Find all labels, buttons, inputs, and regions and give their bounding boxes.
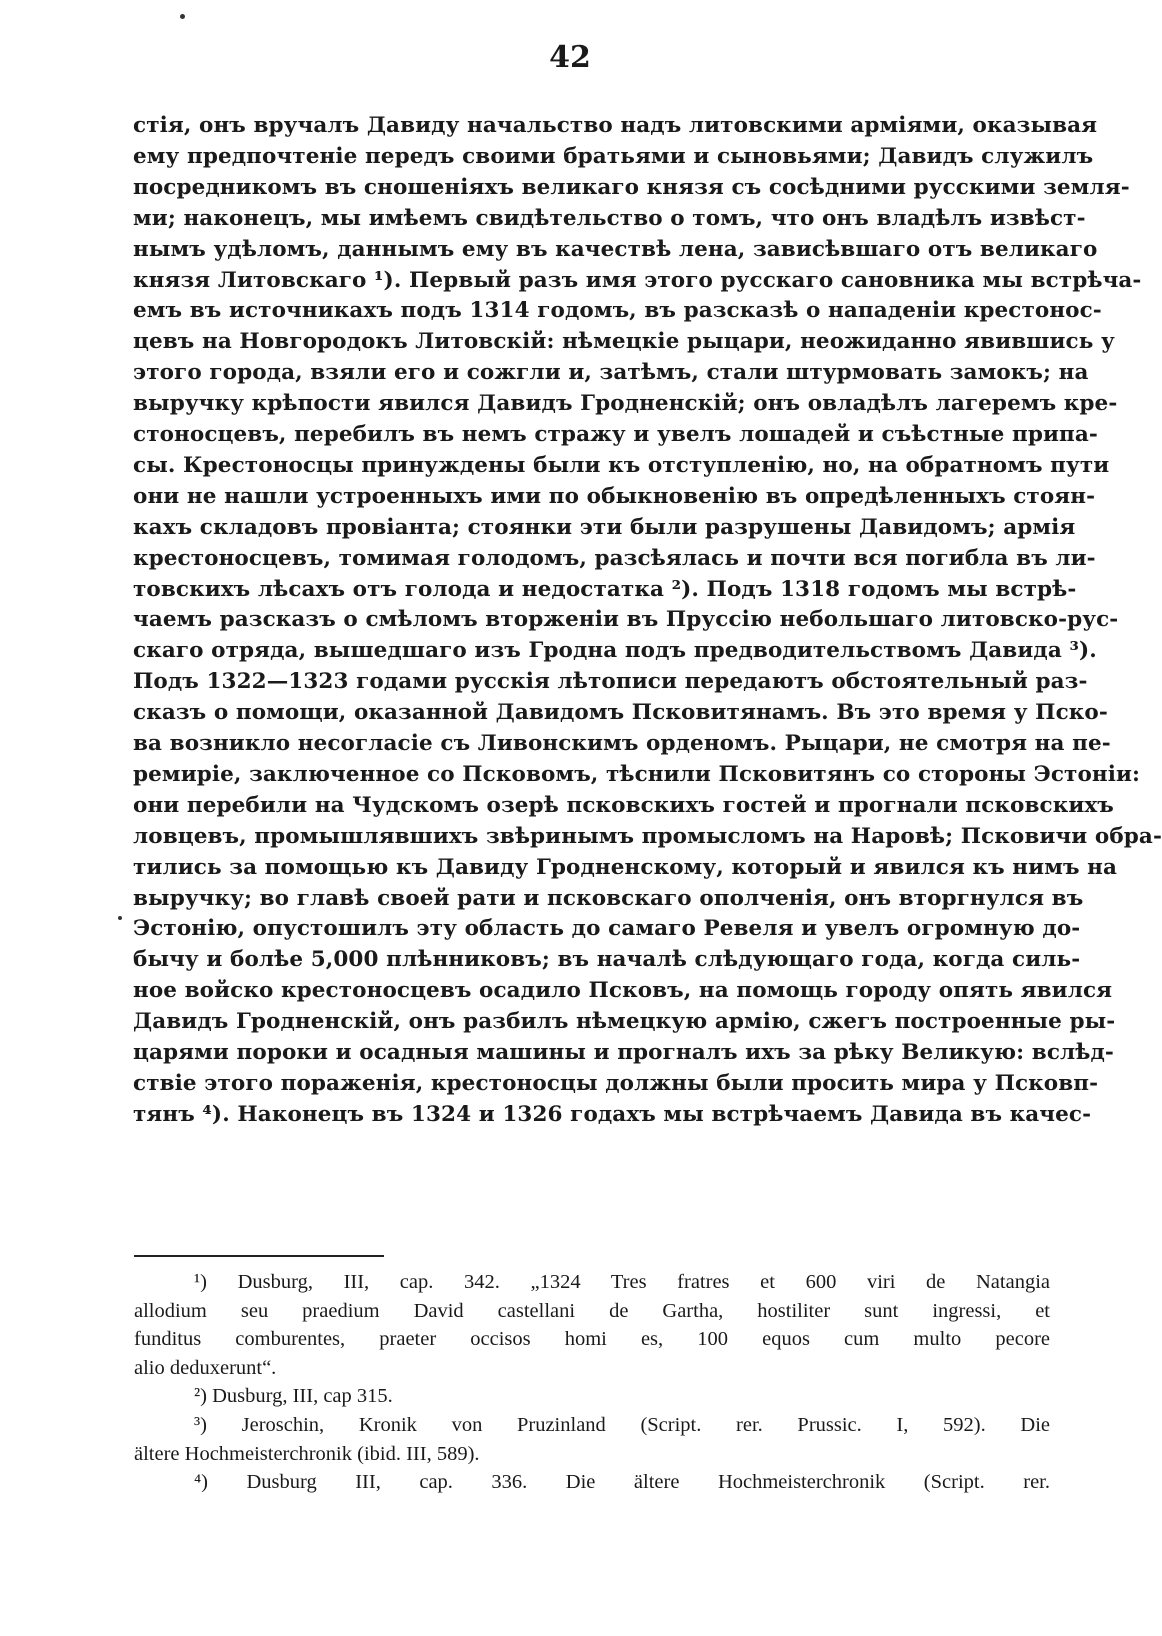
text-line: тянъ ⁴). Наконецъ въ 1324 и 1326 годахъ мы встрѣчаемъ Давида въ качес- — [133, 1101, 1092, 1127]
text-line: крестоносцевъ, томимая голодомъ, разсѣялась и почти вся погибла въ ли- — [133, 545, 1096, 571]
footnote-divider — [134, 1255, 384, 1257]
footnote-line: ¹) Dusburg, III, cap. 342. „1324 Tres fratres et 600 viri de Natangia — [194, 1271, 1050, 1293]
text-line: ми; наконецъ, мы имѣемъ свидѣтельство о томъ, что онъ владѣлъ извѣст- — [133, 205, 1086, 231]
text-line: скаго отряда, вышедшаго изъ Гродна подъ предводительствомъ Давида ³). — [133, 638, 1097, 664]
text-line: они перебили на Чудскомъ озерѣ псковскихъ гостей и прогнали псковскихъ — [133, 792, 1114, 818]
text-line: чаемъ разсказъ о смѣломъ вторженіи въ Пруссію небольшаго литовско-рус- — [133, 607, 1119, 633]
text-line: царями пороки и осадныя машины и прогналъ ихъ за рѣку Великую: вслѣд- — [133, 1040, 1114, 1065]
text-line: ловцевъ, промышлявшихъ звѣринымъ промысломъ на Наровѣ; Псковичи обра- — [133, 823, 1162, 849]
text-line: выручку; во главѣ своей рати и псковскаго ополченія, онъ вторгнулся въ — [133, 885, 1084, 911]
text-line: Давидъ Гродненскій, онъ разбилъ нѣмецкую армію, сжегъ построенные ры- — [133, 1009, 1116, 1035]
margin-speck — [118, 916, 122, 920]
text-line: тились за помощью къ Давиду Гродненскому, который и явился къ нимъ на — [133, 854, 1118, 880]
text-line: ему предпочтеніе передъ своими братьями и сыновьями; Давидъ служилъ — [133, 143, 1094, 169]
footnote-line: ³) Jeroschin, Kronik von Pruzinland (Script. rer. Prussic. I, 592). Die — [194, 1414, 1050, 1436]
text-line: емъ въ источникахъ подъ 1314 годомъ, въ разсказѣ о нападеніи крестонос- — [133, 298, 1102, 324]
text-line: стія, онъ вручалъ Давиду начальство надъ литовскими арміями, оказывая — [133, 113, 1098, 138]
text-line: князя Литовскаго ¹). Первый разъ имя этого русскаго сановника мы встрѣча- — [133, 267, 1142, 293]
text-line: сказъ о помощи, оказанной Давидомъ Псковитянамъ. Въ это время у Пско- — [133, 700, 1108, 726]
text-line: этого города, взяли его и сожгли и, затѣмъ, стали штурмовать замокъ; на — [133, 360, 1089, 386]
text-line: ное войско крестоносцевъ осадило Псковъ, на помощь городу опять явился — [133, 978, 1113, 1004]
text-line: посредникомъ въ сношеніяхъ великаго князя съ сосѣдними русскими земля- — [133, 174, 1130, 200]
text-line: ремиріе, заключенное со Псковомъ, тѣснили Псковитянъ со стороны Эстоніи: — [133, 761, 1141, 787]
margin-speck — [180, 14, 185, 19]
page-number: 42 — [549, 40, 591, 75]
text-line: сы. Крестоносцы принуждены были къ отступленію, но, на обратномъ пути — [133, 452, 1110, 478]
footnote-line: allodium seu praedium David castellani de Gartha, hostiliter sunt ingressi, et — [134, 1299, 1050, 1322]
text-line: ствіе этого пораженія, крестоносцы должны были просить мира у Псковп- — [133, 1070, 1099, 1096]
footnote-line: alio deduxerunt“. — [134, 1356, 277, 1379]
text-line: кахъ складовъ провіанта; стоянки эти были разрушены Давидомъ; армія — [133, 514, 1076, 540]
text-line: они не нашли устроенныхъ ими по обыкновенію въ опредѣленныхъ стоян- — [133, 483, 1096, 509]
text-line: стоносцевъ, перебилъ въ немъ стражу и увелъ лошадей и съѣстные припа- — [133, 422, 1098, 447]
footnote-line: ältere Hochmeisterchronik (ibid. III, 589). — [134, 1442, 480, 1465]
text-line: цевъ на Новгородокъ Литовскій: нѣмецкіе рыцари, неожиданно явившись у — [133, 329, 1115, 355]
footnote-line: ⁴) Dusburg III, cap. 336. Die ältere Hochmeisterchronik (Script. rer. — [194, 1471, 1050, 1494]
text-line: бычу и болѣе 5,000 плѣнниковъ; въ началѣ слѣдующаго года, когда силь- — [133, 947, 1081, 973]
text-line: Эстонію, опустошилъ эту область до самаго Ревеля и увелъ огромную до- — [133, 916, 1081, 942]
footnote-line: ²) Dusburg, III, cap 315. — [194, 1385, 393, 1408]
text-line: товскихъ лѣсахъ отъ голода и недостатка ²). Подъ 1318 годомъ мы встрѣ- — [133, 576, 1077, 602]
text-line: выручку крѣпости явился Давидъ Гродненскій; онъ овладѣлъ лагеремъ кре- — [133, 391, 1118, 417]
text-line: нымъ удѣломъ, даннымъ ему въ качествѣ лена, зависѣвшаго отъ великаго — [133, 236, 1098, 262]
text-line: ва возникло несогласіе съ Ливонскимъ орденомъ. Рыцари, не смотря на пе- — [133, 731, 1111, 756]
footnote-line: funditus comburentes, praeter occisos homi es, 100 equos cum multo pecore — [134, 1328, 1050, 1351]
text-line: Подъ 1322—1323 годами русскія лѣтописи передаютъ обстоятельный раз- — [133, 669, 1088, 695]
